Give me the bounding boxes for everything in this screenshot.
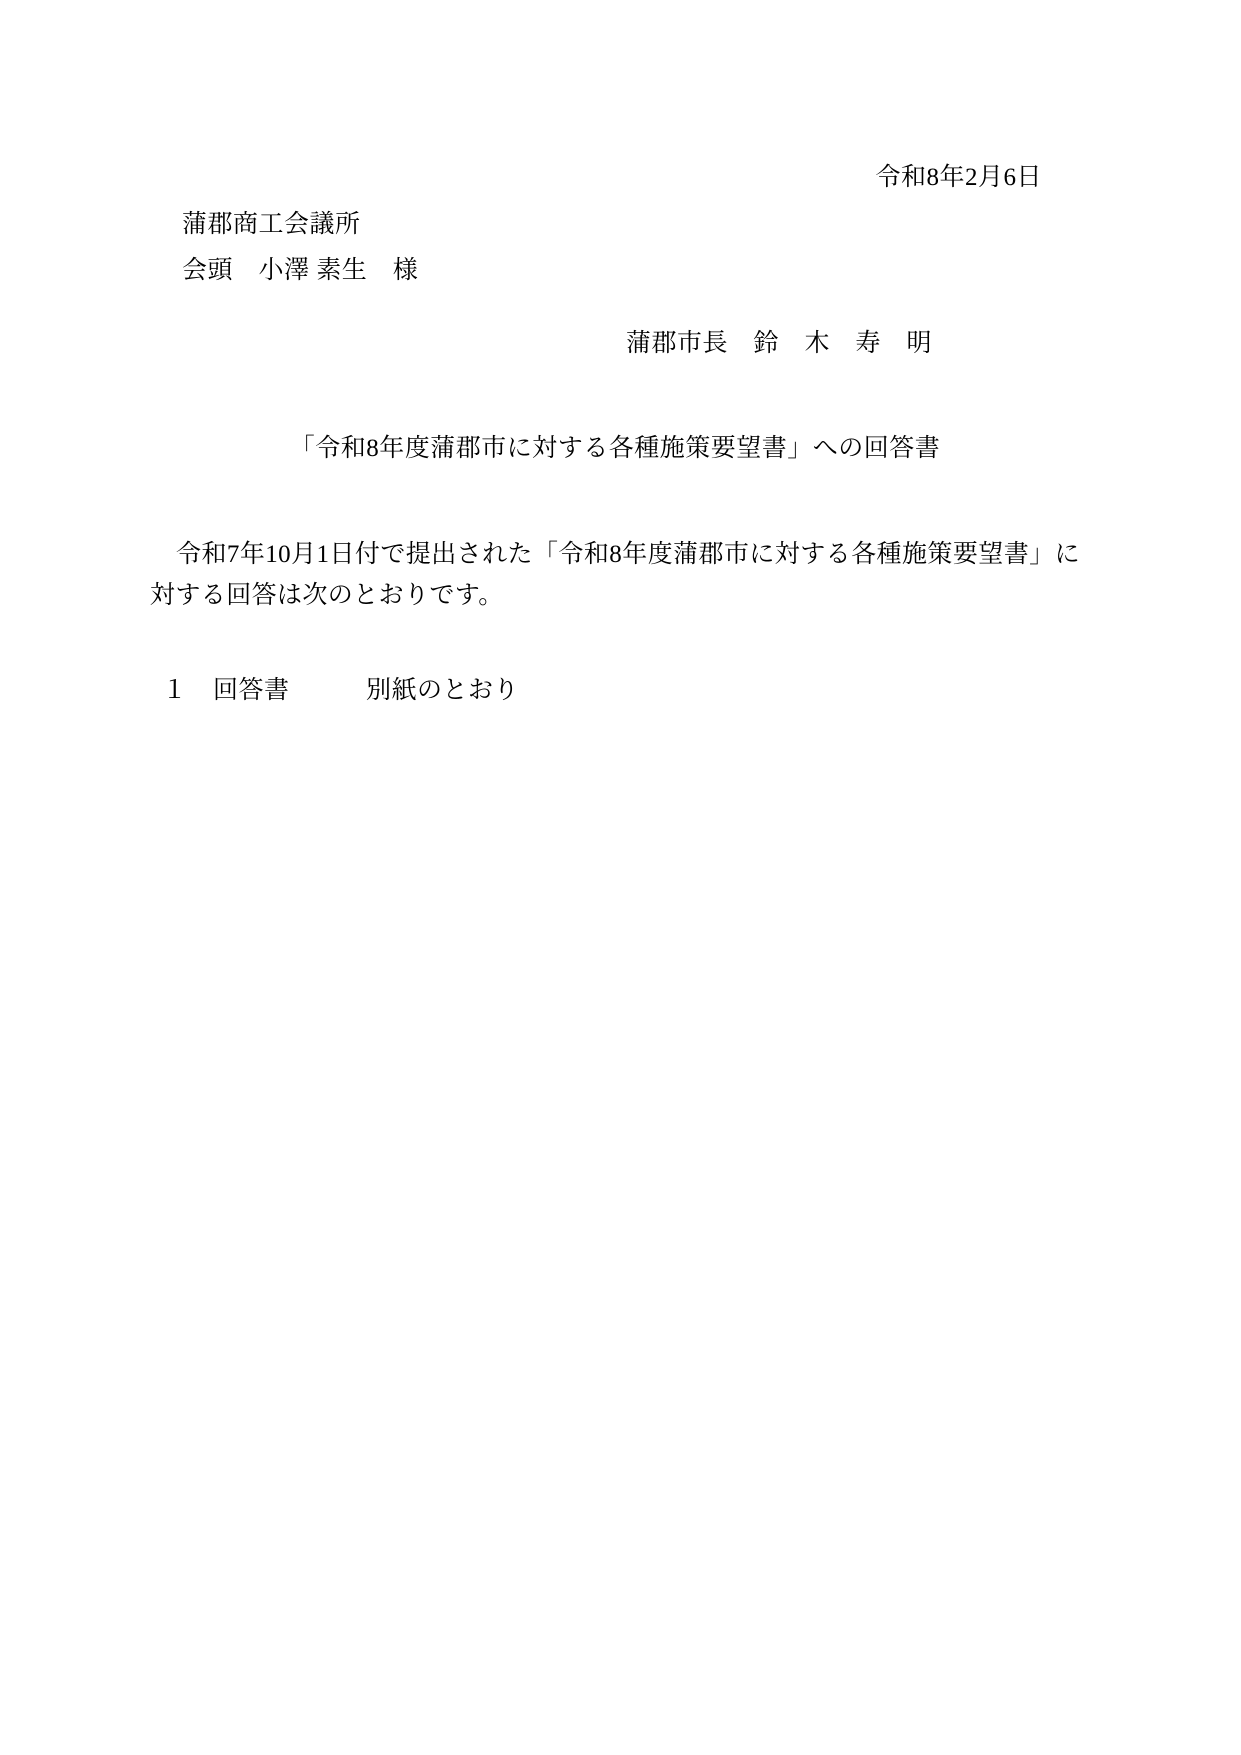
document-title: 「令和8年度蒲郡市に対する各種施策要望書」への回答書 [289,435,941,462]
body-paragraph-text: 令和7年10月1日付で提出された「令和8年度蒲郡市に対する各種施策要望書」に対する回答は次のとおりです。 [150,541,1080,609]
document-date: 令和8年2月6日 [875,164,1042,191]
addressee-name: 会頭 小澤 素生 様 [182,257,419,284]
document-body [150,165,1080,703]
sender-name: 蒲郡市長 鈴 木 寿 明 [625,330,932,357]
addressee-organization: 蒲郡商工会議所 [182,211,361,238]
item-1-answer-document: １ 回答書 別紙のとおり [162,677,520,704]
body-paragraph [150,535,1080,616]
